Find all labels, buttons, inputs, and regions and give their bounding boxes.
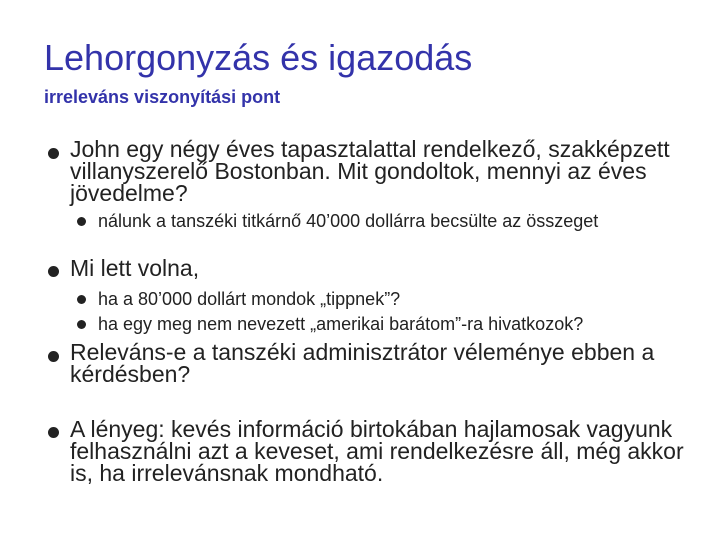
bullet-conclusion: A lényeg: kevés információ birtokában hajlamosak vagyunk felhasználni azt a keveset, ami rendelkezésre áll, még akkor is, ha irrelevánsnak mondható.: [70, 416, 684, 486]
bullet-dot: [48, 148, 59, 159]
sub-bullet-dot: [77, 295, 86, 304]
sub-bullet-secretary-estimate: nálunk a tanszéki titkárnő 40’000 dollárra becsülte az összeget: [98, 211, 599, 231]
sub-bullet-tip: ha a 80’000 dollárt mondok „tippnek”?: [98, 289, 401, 309]
bullet-relevance: Releváns-e a tanszéki adminisztrátor véleménye ebben a kérdésben?: [70, 339, 655, 387]
sub-bullet-dot: [77, 217, 86, 226]
bullet-john-question: John egy négy éves tapasztalattal rendelkező, szakképzett villanyszerelő Bostonban. Mit gondoltok, mennyi az éves jövedelme?: [70, 136, 670, 206]
bullet-dot: [48, 266, 59, 277]
bullet-dot: [48, 351, 59, 362]
bullet-what-if: Mi lett volna,: [70, 255, 200, 281]
bullet-dot: [48, 427, 59, 438]
sub-bullet-dot: [77, 320, 86, 329]
slide-subtitle: irreleváns viszonyítási pont: [44, 87, 281, 107]
slide-title: Lehorgonyzás és igazodás: [44, 37, 473, 78]
sub-bullet-american-friend: ha egy meg nem nevezett „amerikai barátom”-ra hivatkozok?: [98, 314, 584, 334]
